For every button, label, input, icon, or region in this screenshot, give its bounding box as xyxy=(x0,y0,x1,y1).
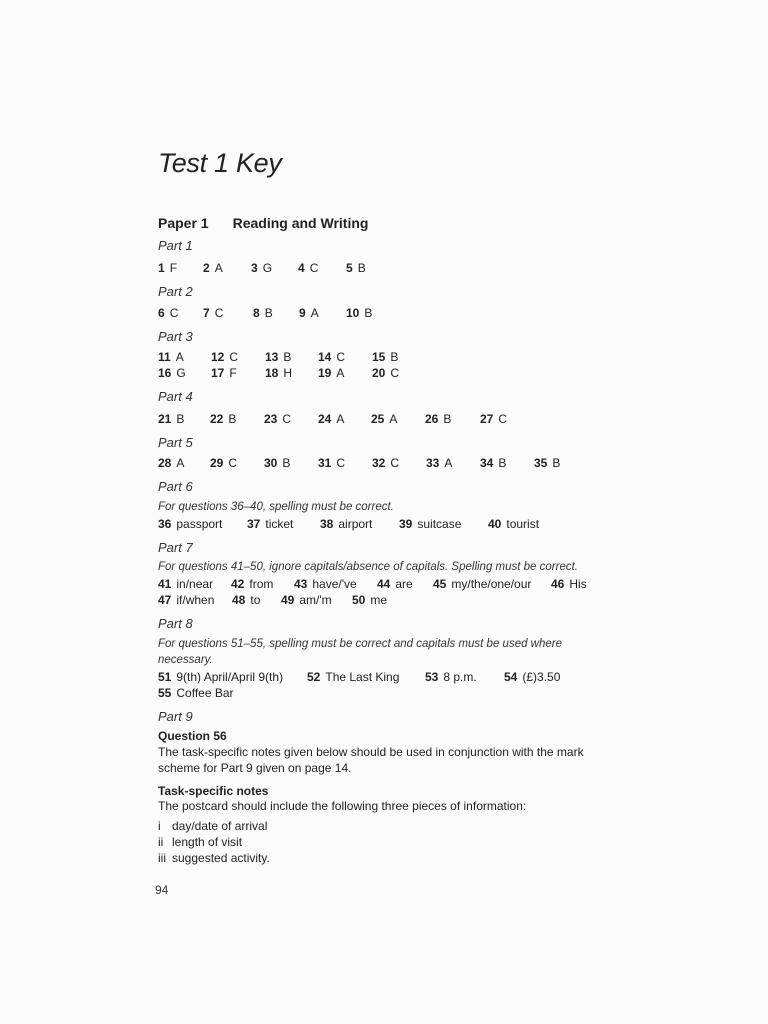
answer-item: 14 C xyxy=(318,350,346,364)
answer-item: 40 tourist xyxy=(488,517,540,531)
answer-item: 22 B xyxy=(210,412,237,426)
answer-item: 44 are xyxy=(377,577,413,591)
part-8-note-line-2: necessary. xyxy=(158,654,213,666)
answer-item: 9 A xyxy=(299,306,319,320)
answer-item: 32 C xyxy=(372,456,400,470)
task-notes-heading: Task-specific notes xyxy=(158,784,269,798)
part-7-label: Part 7 xyxy=(158,540,193,555)
page-number: 94 xyxy=(155,883,169,897)
answer-item: 11 A xyxy=(158,350,184,364)
part-8-answers-row-2 xyxy=(158,686,358,700)
part-8-note-line-1: For questions 51–55, spelling must be correct and capitals must be used where xyxy=(158,638,562,650)
answer-item: 55 Coffee Bar xyxy=(158,686,234,700)
answer-item: 38 airport xyxy=(320,517,373,531)
part-1-label: Part 1 xyxy=(158,238,193,253)
answer-item: 24 A xyxy=(318,412,345,426)
part-1-answers xyxy=(158,261,458,275)
part-3-label: Part 3 xyxy=(158,329,193,344)
part-6-answers xyxy=(158,517,578,531)
answer-item: 48 to xyxy=(232,593,261,607)
part-9-intro-line-1: The task-specific notes given below should be used in conjunction with the mark xyxy=(158,745,584,759)
answer-item: 20 C xyxy=(372,366,400,380)
answer-item: 34 B xyxy=(480,456,507,470)
answer-item: 23 C xyxy=(264,412,292,426)
answer-item: 30 B xyxy=(264,456,291,470)
task-note-item: iii suggested activity. xyxy=(158,851,270,865)
part-6-label: Part 6 xyxy=(158,479,193,494)
answer-item: 17 F xyxy=(211,366,237,380)
answer-item: 13 B xyxy=(265,350,292,364)
answer-item: 49 am/'m xyxy=(281,593,332,607)
part-2-label: Part 2 xyxy=(158,284,193,299)
answer-item: 53 8 p.m. xyxy=(425,670,477,684)
answer-item: 47 if/when xyxy=(158,593,215,607)
answer-item: 19 A xyxy=(318,366,345,380)
answer-item: 33 A xyxy=(426,456,453,470)
part-7-answers-row-2 xyxy=(158,593,458,607)
task-notes-intro: The postcard should include the following three pieces of information: xyxy=(158,799,527,813)
answer-item: 12 C xyxy=(211,350,239,364)
part-2-answers xyxy=(158,306,458,320)
part-7-note: For questions 41–50, ignore capitals/absence of capitals. Spelling must be correct. xyxy=(158,561,578,573)
answer-item: 18 H xyxy=(265,366,293,380)
answer-item: 2 A xyxy=(203,261,223,275)
answer-item: 42 from xyxy=(231,577,274,591)
answer-item: 29 C xyxy=(210,456,238,470)
answer-item: 51 9(th) April/April 9(th) xyxy=(158,670,284,684)
answer-item: 6 C xyxy=(158,306,179,320)
part-3-answers-row-2 xyxy=(158,366,458,380)
answer-item: 52 The Last King xyxy=(307,670,400,684)
answer-item: 21 B xyxy=(158,412,185,426)
part-4-label: Part 4 xyxy=(158,389,193,404)
paper-name: Reading and Writing xyxy=(232,215,369,231)
answer-item: 36 passport xyxy=(158,517,223,531)
answer-item: 31 C xyxy=(318,456,346,470)
answer-item: 3 G xyxy=(251,261,273,275)
answer-item: 7 C xyxy=(203,306,224,320)
part-9-intro-line-2: scheme for Part 9 given on page 14. xyxy=(158,761,352,775)
answer-item: 16 G xyxy=(158,366,186,380)
answer-item: 35 B xyxy=(534,456,561,470)
part-7-answers-row-1 xyxy=(158,577,598,591)
part-8-answers-row-1 xyxy=(158,670,578,684)
task-note-item: ii length of visit xyxy=(158,835,243,849)
answer-item: 43 have/'ve xyxy=(294,577,357,591)
paper-heading xyxy=(158,215,368,231)
answer-item: 1 F xyxy=(158,261,178,275)
answer-item: 15 B xyxy=(372,350,399,364)
answer-item: 46 His xyxy=(551,577,587,591)
answer-item: 8 B xyxy=(253,306,273,320)
question-heading: Question 56 xyxy=(158,729,227,743)
paper-number: Paper 1 xyxy=(158,215,209,231)
part-8-label: Part 8 xyxy=(158,616,193,631)
answer-item: 26 B xyxy=(425,412,452,426)
part-6-note: For questions 36–40, spelling must be correct. xyxy=(158,501,394,513)
answer-item: 37 ticket xyxy=(247,517,294,531)
part-5-answers xyxy=(158,456,578,470)
page-title: Test 1 Key xyxy=(158,148,282,178)
answer-item: 50 me xyxy=(352,593,388,607)
part-4-answers xyxy=(158,412,558,426)
answer-item: 39 suitcase xyxy=(399,517,462,531)
answer-item: 25 A xyxy=(371,412,398,426)
answer-item: 41 in/near xyxy=(158,577,214,591)
answer-item: 27 C xyxy=(480,412,508,426)
task-note-item: i day/date of arrival xyxy=(158,819,268,833)
answer-item: 5 B xyxy=(346,261,366,275)
part-5-label: Part 5 xyxy=(158,435,193,450)
part-9-label: Part 9 xyxy=(158,709,193,724)
answer-item: 4 C xyxy=(298,261,319,275)
answer-item: 10 B xyxy=(346,306,373,320)
answer-item: 45 my/the/one/our xyxy=(433,577,532,591)
answer-item: 28 A xyxy=(158,456,185,470)
answer-item: 54 (£)3.50 xyxy=(504,670,561,684)
part-3-answers-row-1 xyxy=(158,350,458,364)
